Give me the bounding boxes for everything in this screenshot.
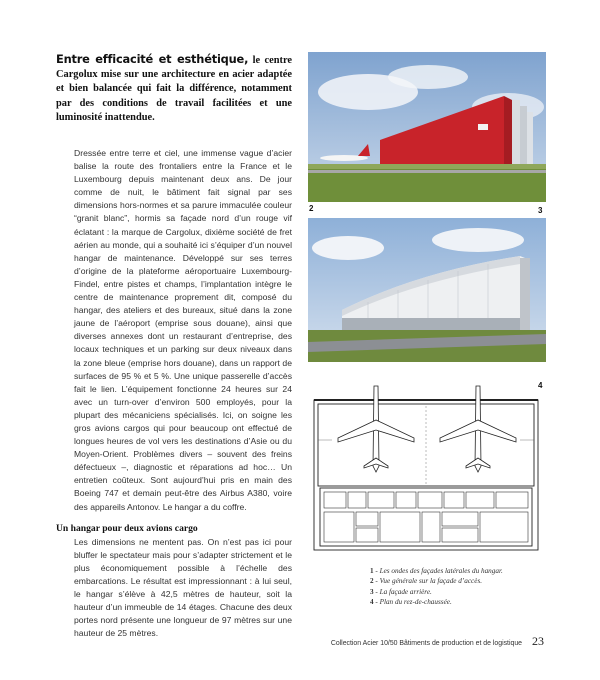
page-number: 23 <box>532 634 544 648</box>
figure-number-4: 4 <box>538 381 543 390</box>
caption-3: 3 - La façade arrière. <box>370 587 432 596</box>
figure-captions <box>370 566 550 608</box>
ground-floor-plan <box>308 380 546 556</box>
lead-strong: Entre efficacité et esthétique, <box>56 52 249 66</box>
text-column <box>56 52 292 640</box>
photo-white-hangar <box>308 218 546 362</box>
footer-collection: Collection Acier 10/50 Bâtiments de production et de logistique <box>330 640 522 647</box>
figure-number-2: 2 <box>309 204 314 213</box>
caption-1: 1 - Les ondes des façades latérales du hangar. <box>370 567 503 575</box>
subheading: Un hangar pour deux avions cargo <box>56 522 198 534</box>
page-footer <box>331 634 544 649</box>
body-paragraph-2: Les dimensions ne mentent pas. On n’est pas ici pour bluffer le spectateur mais pour s’adapter strictement et le plus économiquement possible à l’échelle des embarcations. Le résultat est impressionnant : à lui seul, le hangar s’élève à 42,5 mètres de hauteur, soit la hauteur d’un immeuble de 14 étages. Chacune des deux portes nord présente une longueur de 97 mètres sur une hauteur de 25 mètres. <box>74 536 292 639</box>
photo-red-facade <box>308 52 546 202</box>
caption-2: 2 - Vue générale sur la façade d’accès. <box>370 577 483 586</box>
lead-rest: le centre Cargolux mise sur une architecture en acier adaptée et bien balancée qui fait la différence, notamment par des conditions de travail facilitées et une luminosité inattendue. <box>56 55 292 123</box>
body-paragraph-1: Dressée entre terre et ciel, une immense vague d’acier balise la route des frontaliers entre la France et le Luxembourg depuis maintenant deux ans. De jour comme de nuit, le bâtiment fait signal par ses dimensions hors-normes et sa parure immaculée couleur “granit blanc”, hormis sa façade nord d’un rouge vif éclatant : la marque de Cargolux, dixième société de fret aérien au monde, qui a souhaité ici s’équiper d’un nouvel hangar de maintenance. Développé sur ses terres d’origine de la plateforme aéroportuaire Luxembourg-Findel, entre pistes et champs, l’implantation intègre le centre de maintenance proprement dit, composé du hangar, des ateliers et des bureaux, situé dans la zone jaune de l’aéroport (emprise sous douane), ainsi que diverses annexes dont un restaurant d’entreprise, des locaux techniques et un parking sur deux niveaux dans la zone bleue (emprise hors douane), dans un rapport de surfaces de 95 % et 5 %. Une unique passerelle d’accès fait le lien. L’équipement fonctionne 24 heures sur 24 avec un turn-over d’environ 500 employés, pour la plupart des mécaniciens spécialisés. Ici, on soigne les gros avions cargos qui pour beaucoup ont effectué de longues heures de vol vers les destinations d’Asie ou du Moyen-Orient. Problèmes divers – souvent des freins défectueux –, diagnostic et réparations ad hoc… Un entretien coûteux. Sont aujourd’hui pris en main des Boeing 747 et demain peut-être des Airbus A380, voire des appareils Antonov. Le hangar a du coffre. <box>74 148 292 512</box>
lead-paragraph <box>56 52 292 125</box>
caption-4: 4 - Plan du rez-de-chaussée. <box>370 598 452 607</box>
figure-number-3: 3 <box>538 206 543 215</box>
